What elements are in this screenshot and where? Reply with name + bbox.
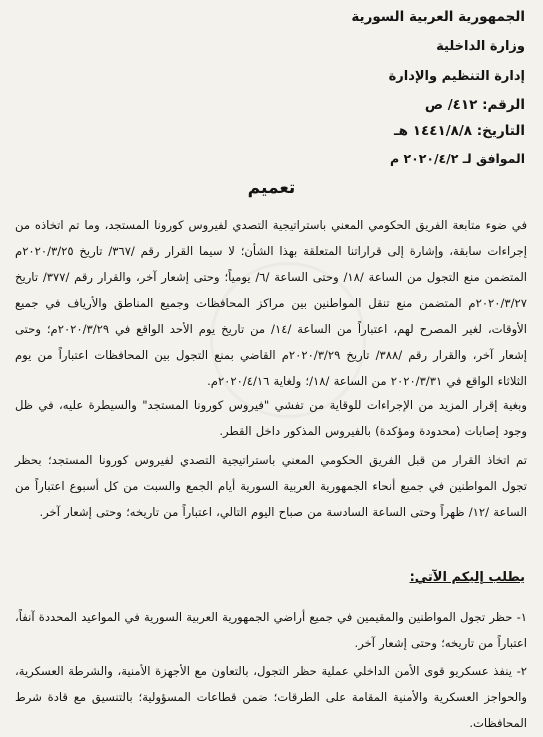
hijri-date: التاريخ: ١٤٤١/٨/٨ هـ bbox=[394, 123, 525, 139]
reference-number: الرقم: ٤١٢/ ص bbox=[424, 97, 525, 113]
header-ministry: وزارة الداخلية bbox=[436, 39, 525, 54]
document-title: تعميم bbox=[247, 178, 296, 198]
request-heading: يطلب إليكم الآتي: bbox=[409, 570, 525, 585]
gregorian-date: الموافق لـ ٢٠٢٠/٤/٢ م bbox=[389, 151, 525, 166]
header-department: إدارة التنظيم والإدارة bbox=[388, 69, 525, 84]
header-country: الجمهورية العربية السورية bbox=[351, 9, 525, 25]
paragraph-purpose: وبغية إقرار المزيد من الإجراءات للوقاية من تفشي "فيروس كورونا المستجد" والسيطرة عليه، في ظل وجود إصابات (محدودة ومؤكدة) بالفيروس المذكور داخل القطر. bbox=[15, 398, 527, 438]
paragraph-background: في ضوء متابعة الفريق الحكومي المعني باستراتيجية التصدي لفيروس كورونا المستجد، وما تم اتخاذه من إجراءات سابقة، وإشارة إلى قراراتنا المتعلقة بهذا الشأن؛ لا سيما القرار رقم /٣٦٧/ تاريخ ٢٠٢٠/٣/٢٥م المتضمن منع التجول من الساعة /١٨/ وحتى الساعة /٦/ يومياً؛ وحتى إشعار آخر، والقرار رقم /٣٧٧/ تاريخ ٢٠٢٠/٣/٢٧م المتضمن منع تنقل المواطنين بين مراكز المحافظات وجميع المناطق والأرياف في جميع الأوقات، لغير المصرح لهم، اعتباراً من الساعة /١٤/ من تاريخ يوم الأحد الواقع في ٢٠٢٠/٣/٢٩م؛ وحتى إشعار آخر، والقرار رقم /٣٨٨/ تاريخ ٢٠٢٠/٣/٢٩م القاضي بمنع التجول بين المحافظات اعتباراً من يوم الثلاثاء الواقع في ٢٠٢٠/٣/٣١ من الساعة /١٨/؛ ولغاية ٢٠٢٠/٤/١٦م. bbox=[15, 218, 527, 388]
paragraph-decision: تم اتخاذ القرار من قبل الفريق الحكومي المعني باستراتيجية التصدي لفيروس كورونا المستجد؛ بحظر تجول المواطنين في جميع أنحاء الجمهورية العربية السورية أيام الجمع والسبت من كل أسبوع اعتباراً من الساعة /١٢/ ظهراً وحتى الساعة السادسة من صباح اليوم التالي، اعتباراً من تاريخه؛ وحتى إشعار آخر. bbox=[15, 453, 527, 519]
list-item-1: ١- حظر تجول المواطنين والمقيمين في جميع أراضي الجمهورية العربية السورية في المواعيد المحددة آنفاً، اعتباراً من تاريخه؛ وحتى إشعار آخر. bbox=[14, 610, 527, 650]
list-item-2: ٢- ينفذ عسكريو قوى الأمن الداخلي عملية حظر التجول، بالتعاون مع الأجهزة الأمنية، والشرطة العسكرية، والحواجز العسكرية والأمنية المقامة على الطرقات؛ ضمن قطاعات المسؤولية؛ بالتنسيق مع قادة شرط المحافظات. bbox=[15, 664, 527, 730]
